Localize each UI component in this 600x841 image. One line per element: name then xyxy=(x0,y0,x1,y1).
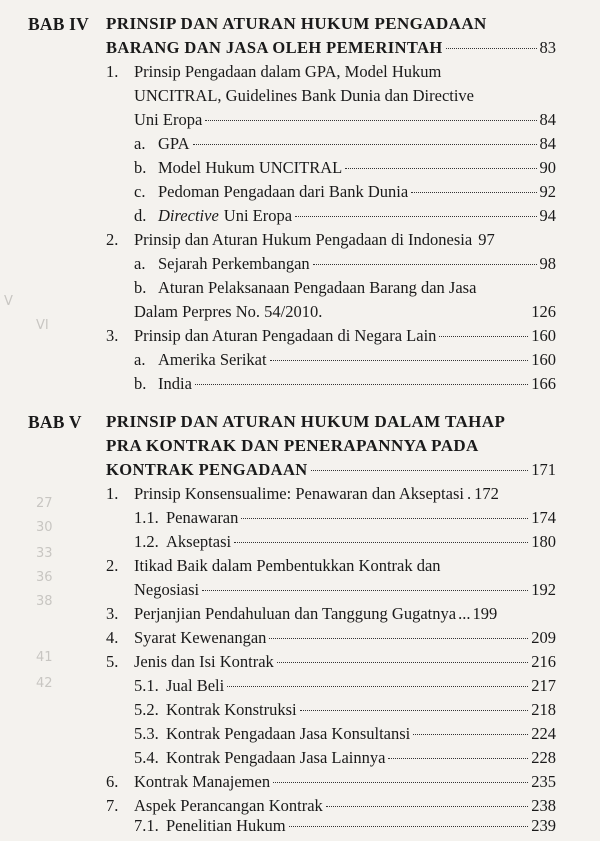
chapter-title-line: BARANG DAN JASA OLEH PEMERINTAH xyxy=(106,38,443,57)
toc-entry[interactable] xyxy=(134,134,556,158)
toc-entry-line[interactable] xyxy=(106,556,556,580)
page-number: 160 xyxy=(531,350,556,369)
entry-text: Sejarah Perkembangan xyxy=(158,254,310,273)
dot-leader xyxy=(227,686,528,687)
entry-number: b. xyxy=(134,278,147,297)
entry-text: Aspek Perancangan Kontrak xyxy=(134,796,323,815)
entry-text: Uni Eropa xyxy=(223,206,293,225)
entry-number: 3. xyxy=(106,604,119,623)
dot-leader: ... xyxy=(458,604,471,623)
toc-entry[interactable] xyxy=(134,748,556,772)
page-number: 239 xyxy=(531,816,556,835)
entry-number: 6. xyxy=(106,772,119,791)
bleed-through-mark: 33 xyxy=(36,546,53,561)
dot-leader xyxy=(439,336,528,337)
page-number: 160 xyxy=(531,326,556,345)
dot-leader xyxy=(295,216,536,217)
entry-text: Negosiasi xyxy=(134,580,200,599)
entry-number: 1.1. xyxy=(134,508,159,527)
entry-number: 5.1. xyxy=(134,676,159,695)
entry-number: a. xyxy=(134,254,146,273)
page-number: 90 xyxy=(539,158,556,177)
entry-number: d. xyxy=(134,206,147,225)
entry-text: Prinsip Pengadaan dalam GPA, Model Hukum xyxy=(134,62,442,81)
bleed-through-mark: 41 xyxy=(36,650,53,665)
toc-entry[interactable] xyxy=(106,772,556,796)
page-number: 224 xyxy=(531,724,556,743)
toc-entry[interactable] xyxy=(134,110,556,134)
toc-entry[interactable] xyxy=(134,508,556,532)
page-number: 216 xyxy=(531,652,556,671)
page-number: 238 xyxy=(531,796,556,815)
toc-entry-line[interactable] xyxy=(134,86,556,110)
toc-entry[interactable] xyxy=(106,604,556,628)
bleed-through-mark: 38 xyxy=(36,594,53,609)
bleed-through-mark: V xyxy=(4,294,13,309)
toc-entry[interactable] xyxy=(106,652,556,676)
entry-number: 5.4. xyxy=(134,748,159,767)
entry-number: 7. xyxy=(106,796,119,815)
entry-text: Aturan Pelaksanaan Pengadaan Barang dan Jasa xyxy=(158,278,477,297)
bleed-through-mark: 42 xyxy=(36,676,53,691)
entry-text: Kontrak Manajemen xyxy=(134,772,271,791)
entry-number: b. xyxy=(134,158,147,177)
page-number: 209 xyxy=(531,628,556,647)
entry-text: Prinsip Konsensualime: Penawaran dan Akseptasi xyxy=(134,484,464,503)
entry-text: Itikad Baik dalam Pembentukkan Kontrak dan xyxy=(134,556,441,575)
page-number: 174 xyxy=(531,508,556,527)
entry-number: 1. xyxy=(106,62,119,81)
entry-number: 3. xyxy=(106,326,119,345)
entry-number: a. xyxy=(134,350,146,369)
toc-entry[interactable] xyxy=(134,532,556,556)
toc-entry[interactable] xyxy=(106,628,556,652)
dot-leader xyxy=(388,758,528,759)
dot-leader xyxy=(289,826,529,827)
dot-leader xyxy=(270,360,529,361)
page-number: 92 xyxy=(539,182,556,201)
chapter-title-line: PRINSIP DAN ATURAN HUKUM DALAM TAHAP xyxy=(106,412,506,431)
entry-text: Uni Eropa xyxy=(134,110,203,129)
entry-text: Kontrak Konstruksi xyxy=(166,700,297,719)
page-number: 172 xyxy=(474,484,499,503)
entry-text: Amerika Serikat xyxy=(158,350,267,369)
dot-leader xyxy=(411,192,536,193)
toc-entry[interactable] xyxy=(134,700,556,724)
toc-entry-line[interactable] xyxy=(106,62,556,86)
dot-leader xyxy=(446,48,537,49)
entry-text-italic: Directive xyxy=(158,206,219,225)
toc-entry[interactable] xyxy=(134,724,556,748)
toc-entry[interactable] xyxy=(106,326,556,350)
entry-text: Kontrak Pengadaan Jasa Konsultansi xyxy=(166,724,411,743)
dot-leader xyxy=(234,542,528,543)
entry-text: Perjanjian Pendahuluan dan Tanggung Gugatnya xyxy=(134,604,457,623)
dot-leader xyxy=(413,734,528,735)
dot-leader xyxy=(195,384,528,385)
entry-number: 1. xyxy=(106,484,119,503)
dot-leader xyxy=(313,264,537,265)
page-number: 166 xyxy=(531,374,556,393)
page-number: 180 xyxy=(531,532,556,551)
chapter-title-line: KONTRAK PENGADAAN xyxy=(106,460,308,479)
entry-text: Pedoman Pengadaan dari Bank Dunia xyxy=(158,182,409,201)
dot-leader xyxy=(311,470,529,471)
entry-text: Model Hukum UNCITRAL xyxy=(158,158,343,177)
dot-leader xyxy=(326,806,528,807)
dot-leader xyxy=(277,662,528,663)
entry-text: Jenis dan Isi Kontrak xyxy=(134,652,274,671)
page-number: 217 xyxy=(531,676,556,695)
entry-text: Penelitian Hukum xyxy=(166,816,286,835)
chapter-title-line: PRINSIP DAN ATURAN HUKUM PENGADAAN xyxy=(106,14,487,33)
page-number: 192 xyxy=(531,580,556,599)
toc-entry[interactable] xyxy=(134,206,556,230)
toc-entry-line[interactable] xyxy=(134,278,556,302)
entry-number: 4. xyxy=(106,628,119,647)
dot-leader xyxy=(205,120,536,121)
toc-entry[interactable] xyxy=(134,350,556,374)
toc-entry[interactable] xyxy=(106,230,556,254)
entry-text: Jual Beli xyxy=(166,676,225,695)
entry-number: a. xyxy=(134,134,146,153)
entry-text: Prinsip dan Aturan Pengadaan di Negara Lain xyxy=(134,326,437,345)
entry-text: GPA xyxy=(158,134,190,153)
page-number: 126 xyxy=(531,302,556,321)
dot-leader xyxy=(269,638,528,639)
page-number: 228 xyxy=(531,748,556,767)
page-number: 83 xyxy=(539,38,556,57)
dot-leader xyxy=(273,782,528,783)
page-number: 97 xyxy=(478,230,495,249)
entry-number: b. xyxy=(134,374,147,393)
entry-text: India xyxy=(158,374,192,393)
toc-entry[interactable] xyxy=(134,676,556,700)
entry-text: Prinsip dan Aturan Hukum Pengadaan di Indonesia xyxy=(134,230,473,249)
bleed-through-mark: 36 xyxy=(36,570,53,585)
entry-text: Syarat Kewenangan xyxy=(134,628,267,647)
dot-leader xyxy=(202,590,528,591)
entry-number: c. xyxy=(134,182,146,201)
toc-entry[interactable] xyxy=(134,302,556,326)
page-number: 84 xyxy=(539,110,556,129)
dot-leader xyxy=(345,168,536,169)
entry-number: 2. xyxy=(106,556,119,575)
bleed-through-mark: 30 xyxy=(36,520,53,535)
entry-text: Kontrak Pengadaan Jasa Lainnya xyxy=(166,748,386,767)
bleed-through-mark: VI xyxy=(36,318,49,333)
dot-leader xyxy=(300,710,529,711)
toc-entry[interactable] xyxy=(106,484,556,508)
page-number: 171 xyxy=(531,460,556,479)
page-number: 94 xyxy=(539,206,556,225)
toc-entry[interactable] xyxy=(134,158,556,182)
entry-number: 5.3. xyxy=(134,724,159,743)
dot-leader xyxy=(193,144,537,145)
chapter-label: BAB IV xyxy=(28,14,90,34)
page-number: 235 xyxy=(531,772,556,791)
chapter-title-line: PRA KONTRAK DAN PENERAPANNYA PADA xyxy=(106,436,479,455)
entry-text: UNCITRAL, Guidelines Bank Dunia dan Directive xyxy=(134,86,475,105)
entry-number: 1.2. xyxy=(134,532,159,551)
toc-entry[interactable] xyxy=(106,38,556,62)
bleed-through-mark: 27 xyxy=(36,496,53,511)
page-number: 199 xyxy=(472,604,498,623)
toc-entry[interactable] xyxy=(134,816,556,840)
entry-text: Akseptasi xyxy=(166,532,232,551)
dot-leader: . xyxy=(466,484,472,503)
toc-entry[interactable] xyxy=(106,460,556,484)
dot-leader xyxy=(241,518,528,519)
toc-entry[interactable] xyxy=(134,580,556,604)
entry-number: 5.2. xyxy=(134,700,159,719)
page-number: 84 xyxy=(539,134,556,153)
toc-entry[interactable] xyxy=(134,254,556,278)
page-number: 98 xyxy=(539,254,556,273)
toc-entry[interactable] xyxy=(134,182,556,206)
entry-number: 5. xyxy=(106,652,119,671)
chapter-label: BAB V xyxy=(28,412,82,432)
page-number: 218 xyxy=(531,700,556,719)
toc-entry[interactable] xyxy=(134,374,556,398)
entry-text: Dalam Perpres No. 54/2010. xyxy=(134,302,323,321)
entry-number: 7.1. xyxy=(134,816,159,835)
entry-number: 2. xyxy=(106,230,119,249)
entry-text: Penawaran xyxy=(166,508,239,527)
